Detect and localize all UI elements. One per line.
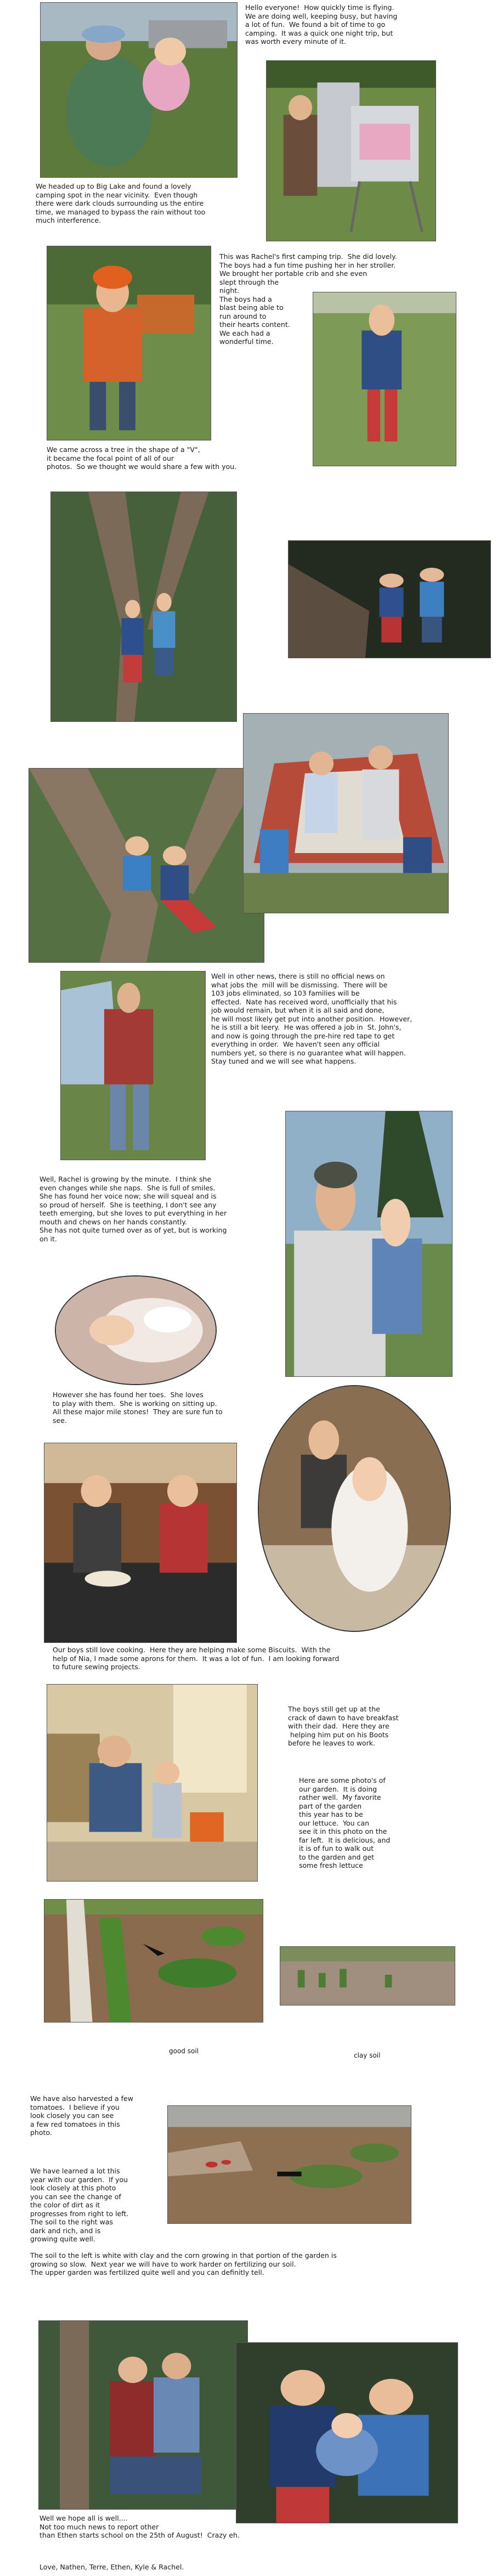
photo-mom-baby-campsite: [40, 2, 238, 178]
toes-text: However she has found her toes. She loves to play with them. She is working on sitting up. All these major mile stones! They are sure fun to see.: [53, 1391, 223, 1425]
photo-v-tree-boys-3: [29, 768, 264, 963]
signoff-text: Love, Nathen, Terre, Ethen, Kyle & Rachel.: [39, 2563, 184, 2571]
photo-dad-boys-boots: [47, 1684, 258, 1882]
photo-garden-clay-soil: [280, 1946, 455, 2006]
photo-garden-tomatoes: [167, 2105, 411, 2224]
clay-soil-caption: clay soil: [354, 2052, 381, 2059]
photo-boy-stroller: [266, 60, 436, 241]
photo-nathen-terre: [38, 2320, 248, 2510]
learned-text: We have learned a lot this year with our garden. If you look closely at this photo you can see the change of the color of dirt as it progresses from right to left. The soil to the right was dark and rich, and is growing quite well.: [30, 2167, 129, 2243]
photo-v-tree-boys-2: [288, 540, 491, 658]
closing-text: Well we hope all is well.... Not too much news to report other than Ethen starts school on the 25th of August! Crazy eh.: [39, 2514, 240, 2539]
soil-text: The soil to the left is white with clay and the corn growing in that portion of the garden is growing so slow. Next year we will have to work harder on fertilizing our soil. The upper garden was fertilized quite well and you can definitly tell.: [30, 2251, 337, 2276]
good-soil-caption: good soil: [169, 2047, 199, 2055]
first-camping-text: This was Rachel's first camping trip. She did lovely. The boys had a fun time pushing her in her stroller. We brought her portable crib and she even slept through the night. The boys had a blast being able to run around to their hearts content. We each had a wonderful time.: [219, 252, 397, 346]
photo-v-tree-boys-1: [50, 492, 237, 722]
photo-dad-baby-tent: [60, 971, 206, 1160]
mill-news-text: Well in other news, there is still no official news on what jobs the mill will be dismissing. There will be 103 jobs eliminated, so 103 families will be effected. Nate has received word, unofficially that his job would remain, but when it is all said and done, he will most likely get put into another position. However, he is still a bit leery. He was offered a job in St. John's, and now is going through the pre-hire red tape to get everything in order. We haven't seen any official numbers yet, so there is no guarantee what will happen. Stay tuned and we will see what happens.: [211, 972, 412, 1065]
photo-family-tent: [243, 713, 449, 913]
photo-garden-good-soil: [44, 1899, 263, 2023]
breakfast-text: The boys still get up at the crack of dawn to have breakfast with their dad. Here they are helping him put on his Boots before he leaves to work.: [288, 1705, 399, 1747]
big-lake-text: We headed up to Big Lake and found a lovely camping spot in the near vicinity. Even though there were dark clouds surrounding us the entire time, we managed to bypass the rain without too much interference.: [36, 182, 206, 224]
photo-boy-baby-chair-oval: [258, 1385, 451, 1632]
photo-boys-holding-rachel: [236, 2342, 458, 2523]
photo-boy-orange-hat: [47, 246, 211, 440]
photo-boys-cooking: [44, 1443, 237, 1643]
rachel-growing-text: Well, Rachel is growing by the minute. I think she even changes while she naps. She is full of smiles. She has found her voice now; she will squeal and is so proud of herself. She is teething, I don't see any teeth emerging, but she loves to put everything in her mouth and chews on her hands constantly. She has not quite turned over as of yet, but is working on it.: [39, 1175, 227, 1243]
intro-text: Hello everyone! How quickly time is flying. We are doing well, keeping busy, but having a lot of fun. We found a bit of time to go camping. It was a quick one night trip, but was worth every minute of it.: [245, 3, 398, 46]
photo-nathen-rachel: [285, 1111, 453, 1377]
tomatoes-text: We have also harvested a few tomatoes. I believe if you look closely you can see a few red tomatoes in this photo.: [30, 2094, 133, 2137]
garden-text: Here are some photo's of our garden. It is doing rather well. My favorite part of the garden this year has to be our lettuce. You can see it in this photo on the far left. It is delicious, and it is of fun to walk out to the garden and get some fresh lettuce: [299, 1776, 391, 1869]
cooking-text: Our boys still love cooking. Here they are helping make some Biscuits. With the help of Nia, I made some aprons for them. It was a lot of fun. I am looking forward to future sewing projects.: [53, 1646, 340, 1671]
photo-baby-blanket-oval: [55, 1275, 217, 1385]
v-tree-text: We came across a tree in the shape of a "V", it became the focal point of all of our photos. So we thought we would share a few with you.: [47, 445, 237, 471]
